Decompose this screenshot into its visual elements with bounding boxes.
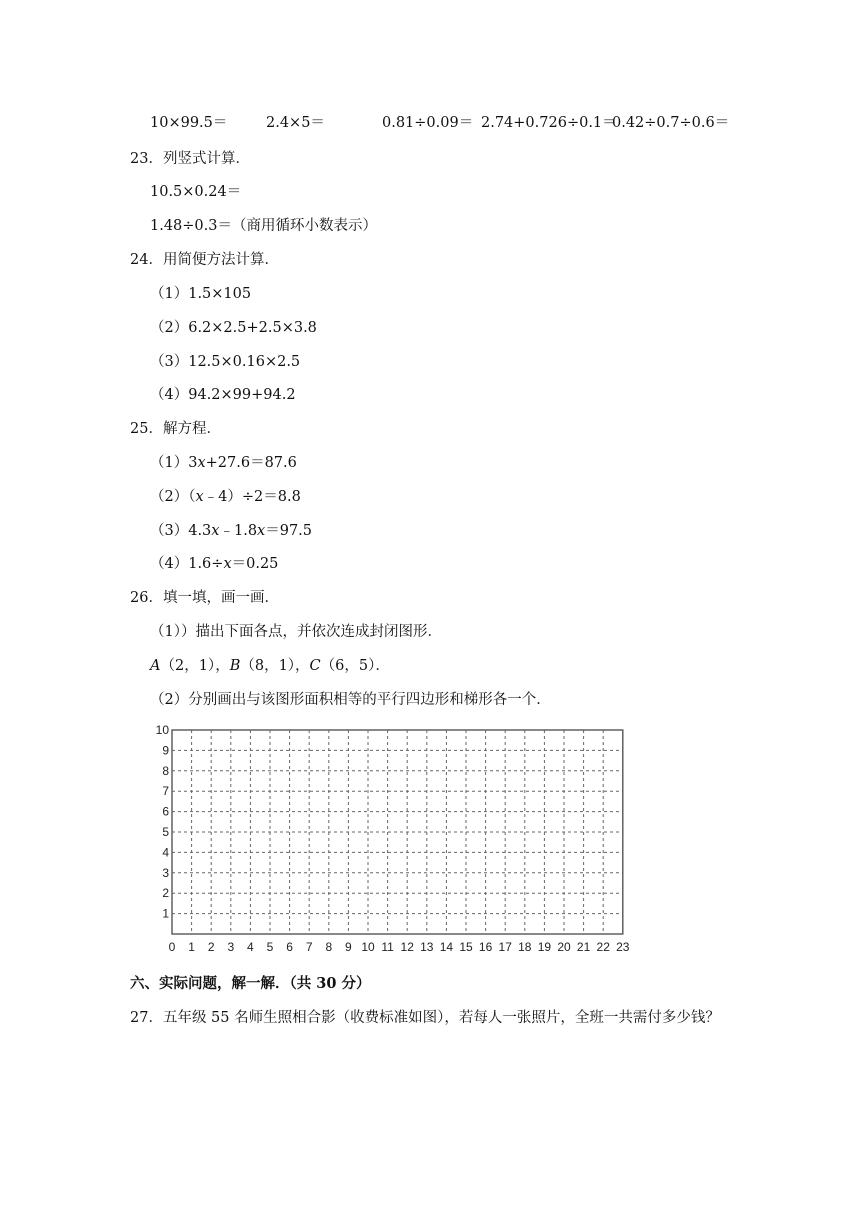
question-26-title: 26．填一填，画一画． — [130, 590, 279, 606]
x-tick-label: 5 — [266, 940, 274, 954]
calc-item-2: 2.4×5＝ — [266, 115, 325, 131]
x-tick-label: 10 — [361, 940, 375, 954]
q25-item-3: （3）4.3x﹣1.8x＝97.5 — [150, 523, 313, 539]
y-tick-label: 4 — [162, 845, 169, 860]
calc-item-5: 0.42÷0.7÷0.6＝ — [612, 115, 730, 131]
question-23-title: 23．列竖式计算． — [130, 151, 250, 167]
question-24-title: 24．用简便方法计算． — [130, 252, 279, 268]
y-tick-label: 1 — [162, 906, 169, 921]
x-tick-label: 1 — [188, 940, 195, 954]
q25-item-1: （1）3x+27.6＝87.6 — [150, 455, 297, 471]
x-tick-label: 23 — [616, 940, 630, 954]
q24-item-3: （3）12.5×0.16×2.5 — [150, 354, 301, 370]
y-tick-label: 5 — [162, 825, 169, 839]
y-tick-label: 8 — [162, 763, 169, 778]
x-tick-label: 15 — [459, 940, 473, 954]
x-tick-label: 22 — [596, 940, 610, 954]
y-tick-label: 10 — [155, 724, 169, 737]
calc-item-1: 10×99.5＝ — [150, 115, 228, 131]
x-tick-label: 3 — [227, 940, 235, 954]
x-tick-label: 19 — [537, 940, 552, 954]
x-tick-label: 17 — [498, 940, 512, 954]
q26-sub-1: （1））描出下面各点，并依次连成封闭图形． — [150, 624, 442, 640]
y-tick-label: 6 — [162, 804, 169, 819]
x-tick-label: 8 — [325, 940, 333, 954]
q24-item-1: （1）1.5×105 — [150, 286, 252, 302]
q25-item-2: （2）（x﹣4）÷2＝8.8 — [150, 489, 301, 505]
q24-item-2: （2）6.2×2.5+2.5×3.8 — [150, 320, 317, 336]
y-tick-label: 3 — [162, 865, 169, 880]
x-tick-label: 18 — [518, 940, 532, 954]
q26-sub-2: （2）分别画出与该图形面积相等的平行四边形和梯形各一个． — [150, 692, 551, 708]
q26-points: A（2，1），B（8，1），C（6，5）． — [150, 658, 390, 674]
x-tick-label: 14 — [439, 940, 454, 954]
question-27-text: 27．五年级 55 名师生照相合影（收费标准如图），若每人一张照片，全班一共需付多少钱？ — [130, 1010, 720, 1026]
x-tick-label: 0 — [168, 940, 176, 954]
point-a-coord: （2，1） — [160, 658, 216, 674]
point-c-name: C — [309, 658, 321, 674]
q23-item-2: 1.48÷0.3＝（商用循环小数表示） — [150, 218, 377, 234]
y-tick-label: 7 — [162, 784, 169, 799]
section-6-title: 六、实际问题，解一解．（共 30 分） — [130, 975, 371, 992]
coordinate-grid — [152, 724, 632, 956]
x-tick-label: 11 — [381, 940, 394, 954]
point-c-coord: （6，5） — [320, 658, 376, 674]
point-a-name: A — [150, 658, 161, 674]
y-tick-label: 2 — [162, 886, 169, 901]
calc-item-4: 2.74+0.726÷0.1＝ — [481, 115, 617, 131]
point-b-coord: （8，1） — [240, 658, 296, 674]
x-tick-label: 4 — [247, 940, 254, 954]
x-tick-label: 12 — [400, 940, 414, 954]
point-b-name: B — [229, 658, 241, 674]
x-tick-label: 16 — [478, 940, 493, 954]
x-tick-label: 13 — [420, 940, 434, 954]
x-tick-label: 7 — [305, 940, 313, 954]
x-tick-label: 21 — [576, 940, 591, 954]
x-tick-label: 20 — [557, 940, 571, 954]
x-tick-label: 9 — [345, 940, 352, 954]
q24-item-4: （4）94.2×99+94.2 — [150, 387, 296, 403]
question-25-title: 25．解方程． — [130, 421, 221, 437]
x-tick-label: 6 — [286, 940, 293, 954]
calc-item-3: 0.81÷0.09＝ — [382, 115, 474, 131]
q23-item-1: 10.5×0.24＝ — [150, 184, 242, 200]
q25-item-4: （4）1.6÷x＝0.25 — [150, 556, 279, 572]
x-tick-label: 2 — [207, 940, 215, 954]
y-tick-label: 9 — [162, 743, 169, 758]
